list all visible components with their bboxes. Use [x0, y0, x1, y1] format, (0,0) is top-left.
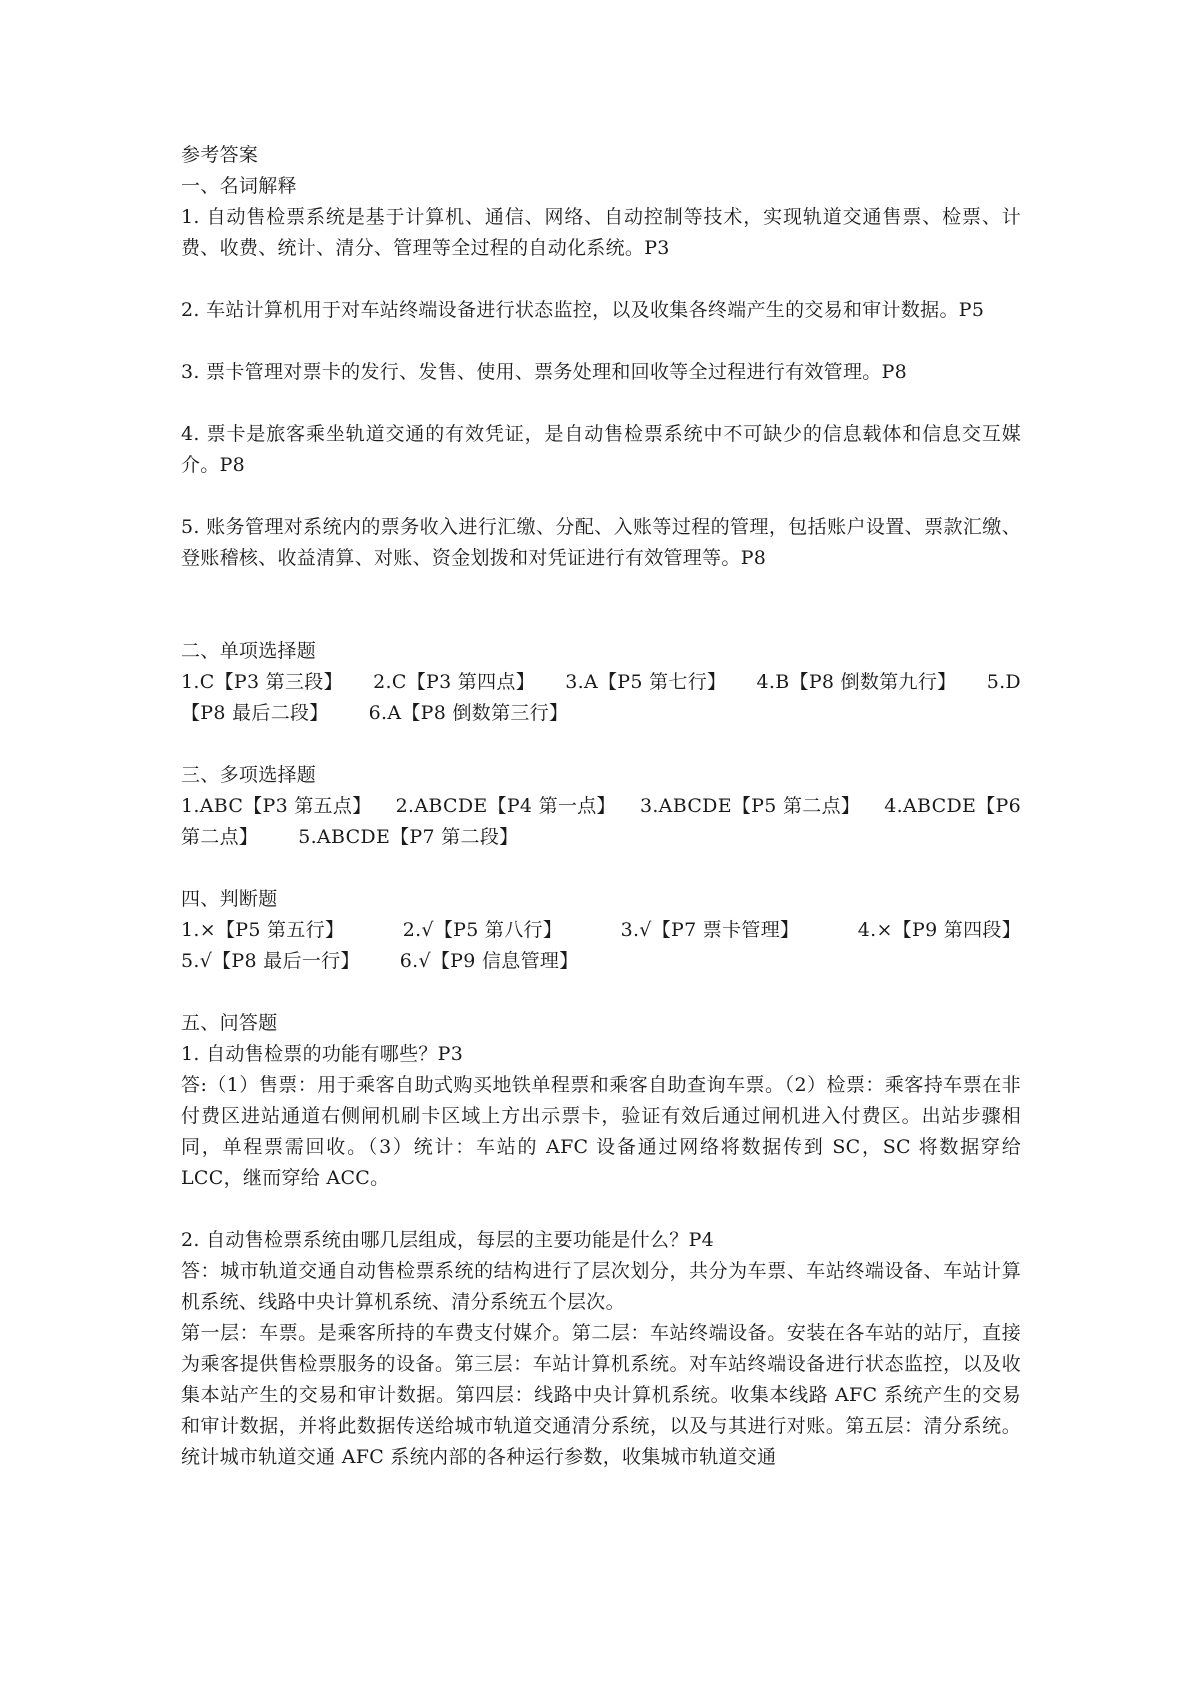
- definition-item: 2. 车站计算机用于对车站终端设备进行状态监控，以及收集各终端产生的交易和审计数据。P5: [181, 299, 985, 321]
- answer-item: 4.×【P9 第四段】: [857, 919, 1021, 941]
- answer-item: 2.ABCDE【P4 第一点】: [395, 795, 616, 817]
- definition-item: 5. 账务管理对系统内的票务收入进行汇缴、分配、入账等过程的管理，包括账户设置、票款汇缴、登账稽核、收益清算、对账、资金划拨和对凭证进行有效管理等。P8: [181, 516, 1021, 569]
- answer-paragraph: 答:（1）售票：用于乘客自助式购买地铁单程票和乘客自助查询车票。（2）检票：乘客持车票在非付费区进站通道右侧闸机刷卡区域上方出示票卡，验证有效后通过闸机进入付费区。出站步骤相同，单程票需回收。（3）统计：车站的 AFC 设备通过网络将数据传到 SC，SC 将数据穿给 LCC，继而穿给 ACC。: [181, 1074, 1021, 1189]
- answer-item: 6.√【P9 信息管理】: [399, 950, 579, 972]
- section-heading-multiple-choice: 三、多项选择题: [181, 764, 317, 786]
- definition-item: 1. 自动售检票系统是基于计算机、通信、网络、自动控制等技术，实现轨道交通售票、检票、计费、收费、统计、清分、管理等全过程的自动化系统。P3: [181, 206, 1021, 259]
- section-heading-qa: 五、问答题: [181, 1012, 278, 1034]
- answer-paragraph: 第一层：车票。是乘客所持的车费支付媒介。第二层：车站终端设备。安装在各车站的站厅，直接为乘客提供售检票服务的设备。第三层：车站计算机系统。对车站终端设备进行状态监控，以及收集本站产生的交易和审计数据。第四层：线路中央计算机系统。收集本线路 AFC 系统产生的交易和审计数据，并将此数据传送给城市轨道交通清分系统，以及与其进行对账。第五层：清分系统。统计城市轨道交通 AFC 系统内部的各种运行参数，收集城市轨道交通: [181, 1322, 1021, 1468]
- answer-item: 5.D: [986, 671, 1021, 693]
- answer-item: 1.×【P5 第五行】: [181, 919, 345, 941]
- answer-item: 6.A【P8 倒数第三行】: [368, 702, 569, 724]
- question: 1. 自动售检票的功能有哪些？P3: [181, 1043, 464, 1065]
- answer-item: 【P8 最后二段】: [181, 702, 329, 724]
- section-heading-true-false: 四、判断题: [181, 888, 278, 910]
- answer-item: 2.√【P5 第八行】: [402, 919, 563, 941]
- question: 2. 自动售检票系统由哪几层组成，每层的主要功能是什么？P4: [181, 1229, 715, 1251]
- answer-item: 1.C【P3 第三段】: [181, 671, 343, 693]
- answer-paragraph: 答：城市轨道交通自动售检票系统的结构进行了层次划分，共分为车票、车站终端设备、车站计算机系统、线路中央计算机系统、清分系统五个层次。: [181, 1260, 1021, 1313]
- answer-item: 5.√【P8 最后一行】: [181, 950, 360, 972]
- answer-row: [181, 915, 1021, 946]
- document-page: [181, 140, 1021, 1473]
- answer-item: 2.C【P3 第四点】: [373, 671, 536, 693]
- answer-row: [181, 791, 1021, 822]
- answer-item: 3.ABCDE【P5 第二点】: [639, 795, 861, 817]
- answer-item: 3.√【P7 票卡管理】: [620, 919, 800, 941]
- document-title: 参考答案: [181, 144, 259, 166]
- answer-row: [181, 946, 1021, 977]
- answer-item: 5.ABCDE【P7 第二段】: [298, 826, 519, 848]
- answer-item: 4.ABCDE【P6: [884, 795, 1021, 817]
- definition-item: 4. 票卡是旅客乘坐轨道交通的有效凭证，是自动售检票系统中不可缺少的信息载体和信息交互媒介。P8: [181, 423, 1021, 476]
- answer-row: [181, 822, 1021, 853]
- answer-item: 3.A【P5 第七行】: [565, 671, 727, 693]
- answer-item: 4.B【P8 倒数第九行】: [756, 671, 957, 693]
- answer-row: [181, 667, 1021, 698]
- section-heading-definitions: 一、名词解释: [181, 175, 297, 197]
- definition-item: 3. 票卡管理对票卡的发行、发售、使用、票务处理和回收等全过程进行有效管理。P8: [181, 361, 908, 383]
- section-heading-single-choice: 二、单项选择题: [181, 640, 317, 662]
- answer-item: 第二点】: [181, 826, 259, 848]
- answer-item: 1.ABC【P3 第五点】: [181, 795, 372, 817]
- answer-row: [181, 698, 1021, 729]
